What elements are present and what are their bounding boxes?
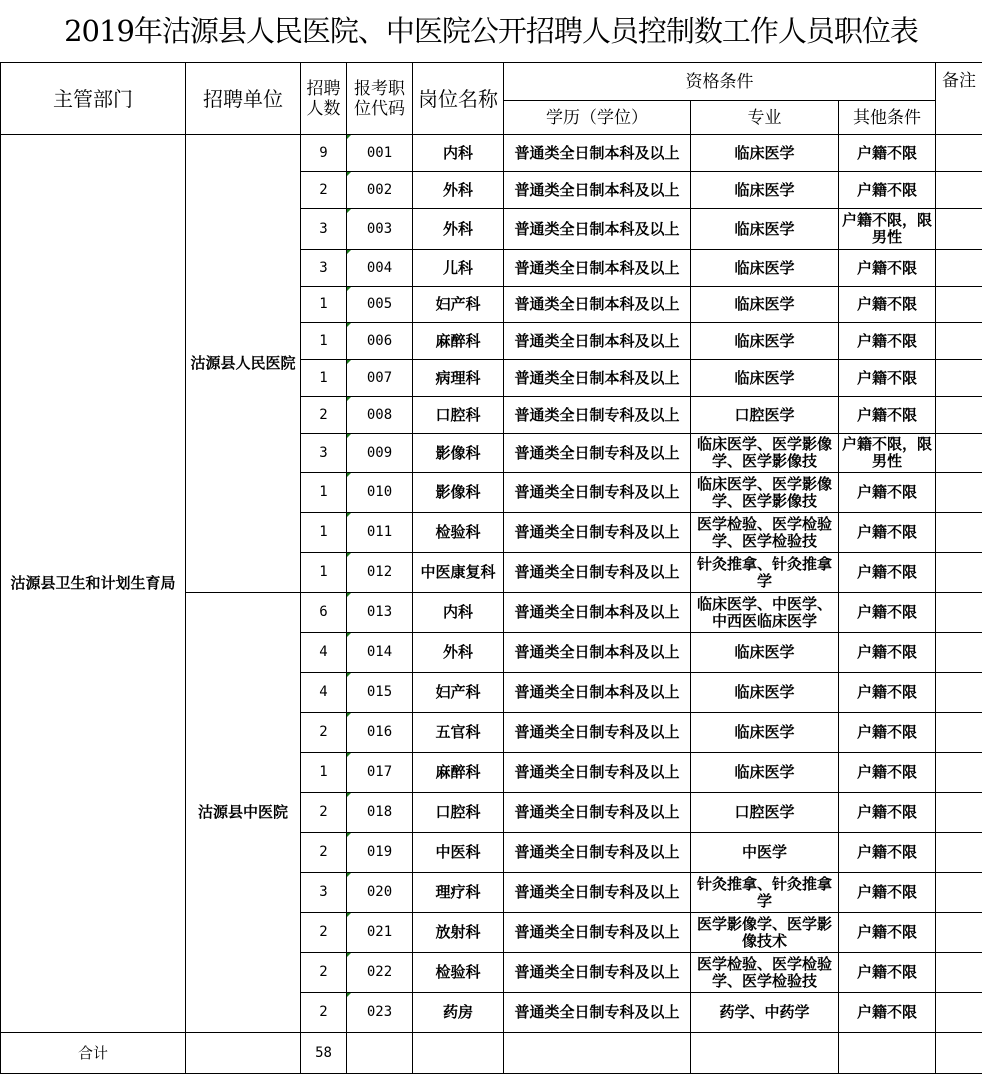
remarks-cell <box>936 953 982 993</box>
count-cell: 2 <box>301 172 347 209</box>
education-text: 普通类全日制专科及以上 <box>506 884 688 901</box>
education-text: 普通类全日制专科及以上 <box>506 484 688 501</box>
education-text: 普通类全日制专科及以上 <box>506 407 688 424</box>
count-cell: 2 <box>301 713 347 753</box>
code-cell: 021 <box>347 913 413 953</box>
education-text: 普通类全日制专科及以上 <box>506 844 688 861</box>
position-cell: 外科 <box>413 172 504 209</box>
count-cell: 1 <box>301 360 347 397</box>
position-cell: 口腔科 <box>413 793 504 833</box>
major-text: 临床医学 <box>693 724 836 741</box>
page-title: 2019年沽源县人民医院、中医院公开招聘人员控制数工作人员职位表 <box>0 0 982 62</box>
education-cell <box>504 753 691 793</box>
code-cell: 017 <box>347 753 413 793</box>
other-text: 户籍不限 <box>841 370 933 387</box>
position-cell: 妇产科 <box>413 287 504 323</box>
count-cell: 2 <box>301 397 347 434</box>
position-cell: 检验科 <box>413 953 504 993</box>
other-text: 户籍不限 <box>841 564 933 581</box>
count-cell: 3 <box>301 434 347 473</box>
other-cell <box>839 323 936 360</box>
code-cell: 011 <box>347 513 413 553</box>
education-cell <box>504 397 691 434</box>
remarks-cell <box>936 135 982 172</box>
major-cell <box>691 135 839 172</box>
position-cell: 麻醉科 <box>413 323 504 360</box>
other-text: 户籍不限 <box>841 333 933 350</box>
other-cell <box>839 673 936 713</box>
code-cell: 013 <box>347 593 413 633</box>
code-cell: 008 <box>347 397 413 434</box>
education-text: 普通类全日制专科及以上 <box>506 724 688 741</box>
other-text: 户籍不限 <box>841 407 933 424</box>
other-cell <box>839 873 936 913</box>
header-position: 岗位名称 <box>413 63 504 135</box>
other-cell <box>839 753 936 793</box>
header-unit: 招聘单位 <box>186 63 301 135</box>
major-text: 中医学 <box>693 844 836 861</box>
major-cell <box>691 250 839 287</box>
other-cell <box>839 172 936 209</box>
count-cell: 1 <box>301 753 347 793</box>
header-remarks: 备注 <box>936 63 982 135</box>
header-code: 报考职位代码 <box>347 63 413 135</box>
major-cell <box>691 793 839 833</box>
unit-name: 沽源县人民医院 <box>188 355 298 372</box>
remarks-cell <box>936 553 982 593</box>
major-cell <box>691 397 839 434</box>
remarks-cell <box>936 993 982 1033</box>
code-cell: 022 <box>347 953 413 993</box>
other-text: 户籍不限 <box>841 884 933 901</box>
other-text: 户籍不限 <box>841 924 933 941</box>
major-cell <box>691 953 839 993</box>
other-cell <box>839 713 936 753</box>
position-cell: 中医康复科 <box>413 553 504 593</box>
major-cell <box>691 833 839 873</box>
header-major: 专业 <box>691 101 839 135</box>
major-cell <box>691 323 839 360</box>
other-text: 户籍不限 <box>841 644 933 661</box>
major-cell <box>691 913 839 953</box>
other-cell <box>839 593 936 633</box>
position-cell: 口腔科 <box>413 397 504 434</box>
header-count: 招聘人数 <box>301 63 347 135</box>
code-cell: 019 <box>347 833 413 873</box>
major-text: 临床医学、医学影像学、医学影像技 <box>693 436 836 470</box>
count-cell: 6 <box>301 593 347 633</box>
education-text: 普通类全日制专科及以上 <box>506 964 688 981</box>
position-cell: 放射科 <box>413 913 504 953</box>
empty-cell <box>839 1033 936 1074</box>
other-text: 户籍不限 <box>841 145 933 162</box>
education-text: 普通类全日制本科及以上 <box>506 333 688 350</box>
remarks-cell <box>936 753 982 793</box>
code-cell: 015 <box>347 673 413 713</box>
empty-cell <box>691 1033 839 1074</box>
education-text: 普通类全日制专科及以上 <box>506 924 688 941</box>
other-text: 户籍不限 <box>841 182 933 199</box>
major-cell <box>691 553 839 593</box>
other-text: 户籍不限 <box>841 604 933 621</box>
code-cell: 005 <box>347 287 413 323</box>
major-text: 临床医学 <box>693 260 836 277</box>
major-text: 针灸推拿、针灸推拿学 <box>693 876 836 910</box>
header-dept: 主管部门 <box>1 63 186 135</box>
major-text: 临床医学、医学影像学、医学影像技 <box>693 476 836 510</box>
position-cell: 五官科 <box>413 713 504 753</box>
education-text: 普通类全日制专科及以上 <box>506 804 688 821</box>
code-cell: 023 <box>347 993 413 1033</box>
other-cell <box>839 513 936 553</box>
major-text: 临床医学 <box>693 370 836 387</box>
education-text: 普通类全日制本科及以上 <box>506 296 688 313</box>
other-text: 户籍不限 <box>841 524 933 541</box>
education-cell <box>504 135 691 172</box>
other-text: 户籍不限 <box>841 1004 933 1021</box>
count-cell: 3 <box>301 250 347 287</box>
position-cell: 影像科 <box>413 473 504 513</box>
remarks-cell <box>936 873 982 913</box>
code-cell: 012 <box>347 553 413 593</box>
major-cell <box>691 873 839 913</box>
education-cell <box>504 953 691 993</box>
major-cell <box>691 993 839 1033</box>
major-text: 临床医学 <box>693 764 836 781</box>
major-text: 临床医学 <box>693 145 836 162</box>
major-cell <box>691 513 839 553</box>
education-text: 普通类全日制本科及以上 <box>506 684 688 701</box>
department-cell <box>1 135 186 1033</box>
education-cell <box>504 434 691 473</box>
code-cell: 006 <box>347 323 413 360</box>
other-text: 户籍不限 <box>841 684 933 701</box>
education-cell <box>504 793 691 833</box>
count-cell: 2 <box>301 953 347 993</box>
position-cell: 病理科 <box>413 360 504 397</box>
major-cell <box>691 434 839 473</box>
count-cell: 2 <box>301 913 347 953</box>
remarks-cell <box>936 513 982 553</box>
major-text: 临床医学、中医学、中西医临床医学 <box>693 596 836 630</box>
other-text: 户籍不限 <box>841 484 933 501</box>
other-cell <box>839 434 936 473</box>
code-cell: 009 <box>347 434 413 473</box>
other-cell <box>839 553 936 593</box>
major-cell <box>691 673 839 713</box>
remarks-cell <box>936 633 982 673</box>
other-cell <box>839 633 936 673</box>
position-cell: 内科 <box>413 593 504 633</box>
major-cell <box>691 713 839 753</box>
total-row <box>1 1033 982 1074</box>
major-text: 临床医学 <box>693 684 836 701</box>
education-cell <box>504 873 691 913</box>
major-cell <box>691 172 839 209</box>
major-text: 药学、中药学 <box>693 1004 836 1021</box>
code-cell: 010 <box>347 473 413 513</box>
other-text: 户籍不限 <box>841 260 933 277</box>
education-cell <box>504 209 691 250</box>
major-cell <box>691 593 839 633</box>
count-cell: 3 <box>301 873 347 913</box>
code-cell: 016 <box>347 713 413 753</box>
major-text: 临床医学 <box>693 296 836 313</box>
position-cell: 理疗科 <box>413 873 504 913</box>
education-text: 普通类全日制本科及以上 <box>506 145 688 162</box>
header-education: 学历（学位） <box>504 101 691 135</box>
major-cell <box>691 360 839 397</box>
header-qualifications: 资格条件 <box>504 63 936 101</box>
header-other: 其他条件 <box>839 101 936 135</box>
position-cell: 检验科 <box>413 513 504 553</box>
major-text: 针灸推拿、针灸推拿学 <box>693 556 836 590</box>
code-cell: 001 <box>347 135 413 172</box>
remarks-cell <box>936 793 982 833</box>
major-text: 临床医学 <box>693 333 836 350</box>
education-cell <box>504 833 691 873</box>
remarks-cell <box>936 250 982 287</box>
other-cell <box>839 793 936 833</box>
remarks-cell <box>936 913 982 953</box>
empty-cell <box>504 1033 691 1074</box>
other-text: 户籍不限，限男性 <box>841 212 933 246</box>
position-cell: 儿科 <box>413 250 504 287</box>
count-cell: 3 <box>301 209 347 250</box>
remarks-cell <box>936 713 982 753</box>
education-text: 普通类全日制本科及以上 <box>506 182 688 199</box>
education-cell <box>504 993 691 1033</box>
education-text: 普通类全日制专科及以上 <box>506 764 688 781</box>
education-cell <box>504 513 691 553</box>
total-unit-cell <box>186 1033 301 1074</box>
education-text: 普通类全日制专科及以上 <box>506 1004 688 1021</box>
major-text: 临床医学 <box>693 644 836 661</box>
education-cell <box>504 172 691 209</box>
position-cell: 影像科 <box>413 434 504 473</box>
table-body <box>1 135 982 1033</box>
education-text: 普通类全日制本科及以上 <box>506 604 688 621</box>
code-cell: 020 <box>347 873 413 913</box>
education-text: 普通类全日制本科及以上 <box>506 370 688 387</box>
education-cell <box>504 250 691 287</box>
education-cell <box>504 713 691 753</box>
major-text: 医学检验、医学检验学、医学检验技 <box>693 956 836 990</box>
major-text: 临床医学 <box>693 182 836 199</box>
major-text: 医学检验、医学检验学、医学检验技 <box>693 516 836 550</box>
code-cell: 014 <box>347 633 413 673</box>
major-cell <box>691 287 839 323</box>
other-text: 户籍不限，限男性 <box>841 436 933 470</box>
major-cell <box>691 209 839 250</box>
major-cell <box>691 473 839 513</box>
education-cell <box>504 913 691 953</box>
empty-cell <box>936 1033 982 1074</box>
major-text: 口腔医学 <box>693 407 836 424</box>
education-cell <box>504 633 691 673</box>
unit-name: 沽源县中医院 <box>188 804 298 821</box>
count-cell: 9 <box>301 135 347 172</box>
remarks-cell <box>936 673 982 713</box>
count-cell: 1 <box>301 323 347 360</box>
count-cell: 2 <box>301 793 347 833</box>
remarks-cell <box>936 360 982 397</box>
code-cell: 018 <box>347 793 413 833</box>
other-cell <box>839 473 936 513</box>
major-text: 口腔医学 <box>693 804 836 821</box>
remarks-cell <box>936 593 982 633</box>
major-cell <box>691 633 839 673</box>
major-cell <box>691 753 839 793</box>
positions-table <box>0 62 982 1074</box>
education-text: 普通类全日制专科及以上 <box>506 445 688 462</box>
other-cell <box>839 360 936 397</box>
other-cell <box>839 209 936 250</box>
count-cell: 4 <box>301 673 347 713</box>
count-cell: 2 <box>301 833 347 873</box>
other-text: 户籍不限 <box>841 964 933 981</box>
other-cell <box>839 287 936 323</box>
other-cell <box>839 833 936 873</box>
count-cell: 1 <box>301 553 347 593</box>
remarks-cell <box>936 397 982 434</box>
education-cell <box>504 473 691 513</box>
other-text: 户籍不限 <box>841 724 933 741</box>
other-cell <box>839 993 936 1033</box>
unit-cell <box>186 135 301 593</box>
education-cell <box>504 287 691 323</box>
remarks-cell <box>936 287 982 323</box>
other-text: 户籍不限 <box>841 296 933 313</box>
code-cell: 003 <box>347 209 413 250</box>
other-text: 户籍不限 <box>841 844 933 861</box>
education-cell <box>504 553 691 593</box>
remarks-cell <box>936 473 982 513</box>
table-row <box>1 135 982 172</box>
remarks-cell <box>936 434 982 473</box>
empty-cell <box>347 1033 413 1074</box>
other-cell <box>839 953 936 993</box>
code-cell: 007 <box>347 360 413 397</box>
education-cell <box>504 323 691 360</box>
count-cell: 4 <box>301 633 347 673</box>
remarks-cell <box>936 323 982 360</box>
position-cell: 内科 <box>413 135 504 172</box>
total-label: 合计 <box>1 1033 186 1074</box>
other-text: 户籍不限 <box>841 764 933 781</box>
education-cell <box>504 360 691 397</box>
remarks-cell <box>936 833 982 873</box>
other-cell <box>839 397 936 434</box>
total-count: 58 <box>301 1033 347 1074</box>
other-cell <box>839 913 936 953</box>
position-cell: 外科 <box>413 633 504 673</box>
code-cell: 004 <box>347 250 413 287</box>
position-cell: 外科 <box>413 209 504 250</box>
education-text: 普通类全日制专科及以上 <box>506 564 688 581</box>
count-cell: 1 <box>301 287 347 323</box>
major-text: 医学影像学、医学影像技术 <box>693 916 836 950</box>
other-cell <box>839 250 936 287</box>
position-cell: 药房 <box>413 993 504 1033</box>
empty-cell <box>413 1033 504 1074</box>
count-cell: 1 <box>301 513 347 553</box>
education-cell <box>504 673 691 713</box>
count-cell: 1 <box>301 473 347 513</box>
remarks-cell <box>936 172 982 209</box>
major-text: 临床医学 <box>693 221 836 238</box>
position-cell: 麻醉科 <box>413 753 504 793</box>
education-text: 普通类全日制专科及以上 <box>506 524 688 541</box>
count-cell: 2 <box>301 993 347 1033</box>
education-text: 普通类全日制本科及以上 <box>506 260 688 277</box>
department-name: 沽源县卫生和计划生育局 <box>3 575 183 592</box>
other-text: 户籍不限 <box>841 804 933 821</box>
education-text: 普通类全日制本科及以上 <box>506 644 688 661</box>
position-cell: 中医科 <box>413 833 504 873</box>
other-cell <box>839 135 936 172</box>
education-text: 普通类全日制本科及以上 <box>506 221 688 238</box>
code-cell: 002 <box>347 172 413 209</box>
education-cell <box>504 593 691 633</box>
position-cell: 妇产科 <box>413 673 504 713</box>
remarks-cell <box>936 209 982 250</box>
unit-cell <box>186 593 301 1033</box>
